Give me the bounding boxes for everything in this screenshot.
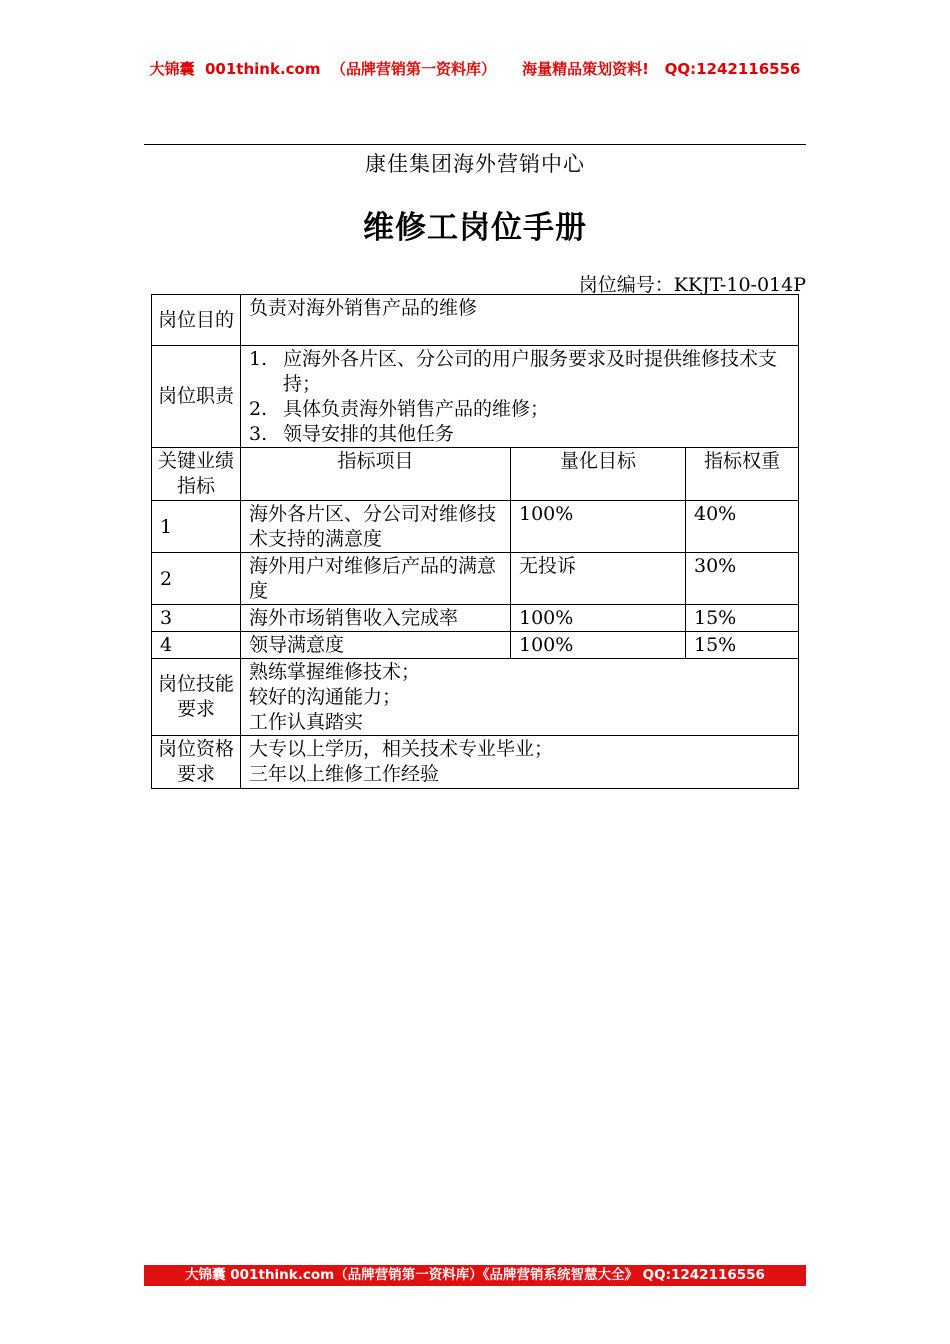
kpi-target: 无投诉 [511, 553, 686, 605]
kpi-header-row [152, 448, 799, 501]
kpi-target: 100% [511, 605, 686, 632]
kpi-weight: 40% [686, 501, 799, 553]
kpi-weight: 30% [686, 553, 799, 605]
kpi-no: 4 [152, 632, 241, 659]
list-item: 1. 应海外各片区、分公司的用户服务要求及时提供维修技术支持； [249, 348, 778, 395]
organization-name: 康佳集团海外营销中心 [365, 152, 585, 176]
kpi-label: 关键业绩指标 [152, 448, 241, 501]
document-title: 维修工岗位手册 [363, 210, 587, 246]
kpi-weight: 15% [686, 632, 799, 659]
banner-brand: 大锦囊 [149, 60, 195, 78]
footer-banner: 大锦囊 001think.com（品牌营销第一资料库）《品牌营销系统智慧大全》 QQ:1242116556 [144, 1265, 806, 1286]
qualifications-line: 三年以上维修工作经验 [249, 763, 440, 785]
qualifications-label: 岗位资格要求 [152, 736, 241, 789]
skills-line: 工作认真踏实 [249, 711, 364, 733]
duties-cell [241, 346, 799, 448]
skills-label: 岗位技能要求 [152, 659, 241, 736]
kpi-item: 领导满意度 [241, 632, 511, 659]
banner-promo: 海量精品策划资料! [522, 60, 649, 78]
header-banner [0, 58, 950, 79]
duties-label: 岗位职责 [152, 346, 241, 448]
position-code: 岗位编号：KKJT-10-014P [578, 274, 806, 296]
kpi-item: 海外市场销售收入完成率 [241, 605, 511, 632]
skills-cell [241, 659, 799, 736]
kpi-item: 海外用户对维修后产品的满意度 [241, 553, 511, 605]
kpi-target: 100% [511, 632, 686, 659]
qualifications-cell [241, 736, 799, 789]
list-item: 2. 具体负责海外销售产品的维修； [249, 398, 550, 420]
duties-list [249, 347, 790, 447]
duties-row [152, 346, 799, 448]
skills-row [152, 659, 799, 736]
kpi-target: 100% [511, 501, 686, 553]
purpose-text: 负责对海外销售产品的维修 [241, 295, 799, 346]
banner-site: 001think.com [205, 60, 321, 78]
qualifications-row [152, 736, 799, 789]
skills-line: 熟练掌握维修技术； [249, 661, 421, 683]
table-row [152, 501, 799, 553]
kpi-no: 2 [152, 553, 241, 605]
table-row [152, 632, 799, 659]
banner-qq: QQ:1242116556 [664, 60, 801, 78]
table-row [152, 553, 799, 605]
kpi-no: 3 [152, 605, 241, 632]
kpi-weight: 15% [686, 605, 799, 632]
kpi-no: 1 [152, 501, 241, 553]
header-rule [144, 144, 806, 145]
kpi-header-target: 量化目标 [511, 448, 686, 501]
qualifications-line: 大专以上学历，相关技术专业毕业； [249, 738, 554, 760]
list-item: 3. 领导安排的其他任务 [249, 423, 455, 445]
kpi-header-weight: 指标权重 [686, 448, 799, 501]
kpi-item: 海外各片区、分公司对维修技术支持的满意度 [241, 501, 511, 553]
banner-slogan: （品牌营销第一资料库） [330, 60, 496, 78]
job-manual-table [151, 294, 799, 789]
table-row [152, 605, 799, 632]
kpi-header-item: 指标项目 [241, 448, 511, 501]
purpose-label: 岗位目的 [152, 295, 241, 346]
purpose-row [152, 295, 799, 346]
skills-line: 较好的沟通能力； [249, 686, 402, 708]
